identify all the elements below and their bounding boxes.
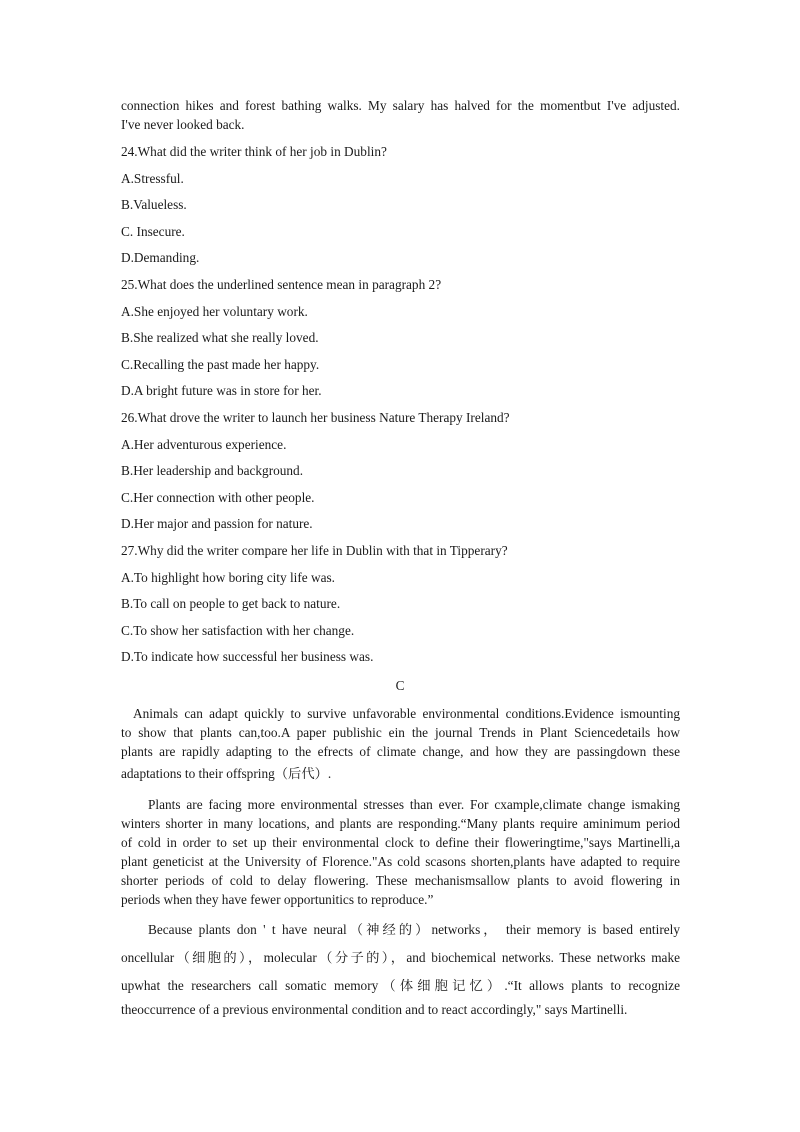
answer-option: A.Her adventurous experience. (121, 436, 287, 452)
paragraph-line: shorter periods of cold to delay flowering. These mechanismsallow plants to avoid flowering in (121, 873, 680, 888)
paragraph-line: upwhat the researchers call somatic memory（体细胞记忆）.“It allows plants to recognize (121, 978, 680, 993)
question-stem: 24.What did the writer think of her job in Dublin? (121, 144, 387, 159)
section-label: C (395, 678, 405, 693)
answer-option: B.Valueless. (121, 197, 187, 213)
answer-option: B.Her leadership and background. (121, 463, 304, 479)
answer-option: B.To call on people to get back to nature. (121, 596, 341, 612)
answer-option: C.To show her satisfaction with her change. (121, 622, 355, 638)
answer-option: D.A bright future was in store for her. (121, 383, 322, 399)
paragraph-line: Because plants don ' t have neural（神经的）networks， their memory is based entirely (148, 922, 680, 937)
answer-option: A.To highlight how boring city life was. (121, 569, 336, 585)
paragraph-line: oncellular（细胞的），molecular（分子的），and biochemical networks. These networks make (121, 950, 680, 965)
intro-line: I've never looked back. (121, 117, 245, 132)
answer-option: A.Stressful. (121, 170, 184, 186)
answer-option: C.Recalling the past made her happy. (121, 356, 320, 372)
paragraph-line: Animals can adapt quickly to survive unfavorable environmental conditions.Evidence ismounting (133, 706, 680, 721)
question-stem: 27.Why did the writer compare her life in Dublin with that in Tipperary? (121, 543, 508, 558)
answer-option: C.Her connection with other people. (121, 489, 315, 505)
answer-option: A.She enjoyed her voluntary work. (121, 303, 308, 319)
paragraph-line: plants are rapidly adapting to the efrects of climate change, and how they are passingdown these (121, 744, 680, 759)
answer-option: C. Insecure. (121, 223, 185, 239)
answer-option: D.Demanding. (121, 250, 200, 266)
paragraph-line: adaptations to their offspring（后代）. (121, 766, 332, 781)
paragraph-line: Plants are facing more environmental stresses than ever. For cxample,climate change ismaking (148, 797, 680, 812)
paragraph-line: plant geneticist at the University of Florence."As cold scasons shorten,plants have adapted to require (121, 854, 680, 869)
paragraph-line: periods when they have fewer opportunitics to reproduce.” (121, 892, 434, 907)
paragraph-line: of cold in order to set up their environmental clock to define their floweringtime,"says Martinelli,a (121, 835, 680, 850)
intro-line: connection hikes and forest bathing walks. My salary has halved for the momentbut I've adjusted. (121, 98, 680, 113)
question-stem: 26.What drove the writer to launch her business Nature Therapy Ireland? (121, 410, 510, 425)
paragraph-line: theoccurrence of a previous environmental condition and to react accordingly," says Martinelli. (121, 1002, 628, 1017)
question-stem: 25.What does the underlined sentence mean in paragraph 2? (121, 277, 442, 292)
answer-option: B.She realized what she really loved. (121, 330, 319, 346)
answer-option: D.To indicate how successful her business was. (121, 649, 374, 665)
paragraph-line: winters shorter in many locations, and plants are responding.“Many plants require aminimum period (121, 816, 680, 831)
answer-option: D.Her major and passion for nature. (121, 516, 313, 532)
paragraph-line: to show that plants can,too.A paper publishic ein the journal Trends in Plant Sciencedetails how (121, 725, 680, 740)
